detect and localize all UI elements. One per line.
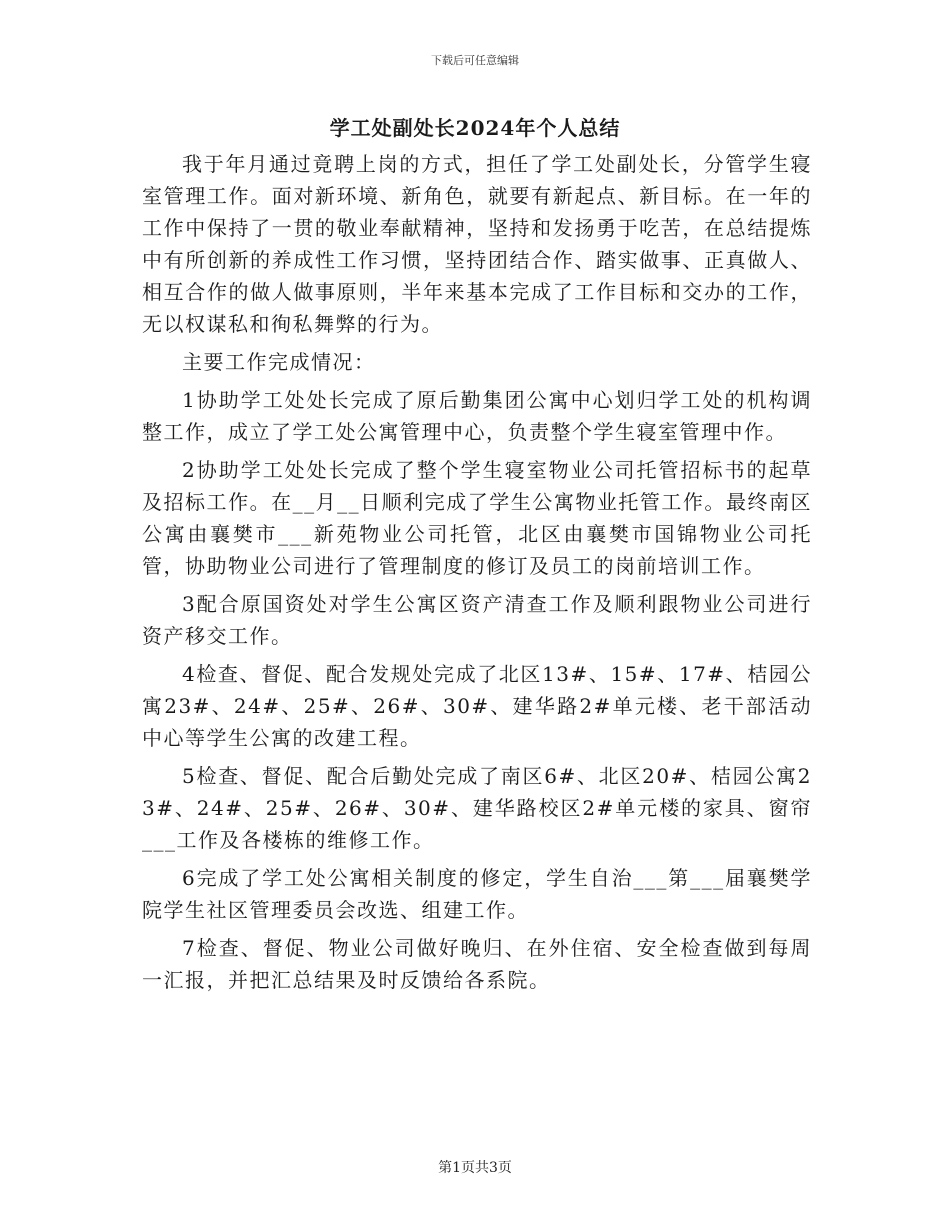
- paragraph-intro: 我于年月通过竟聘上岗的方式，担任了学工处副处长，分管学生寝室管理工作。面对新环境、新角色，就要有新起点、新目标。在一年的工作中保持了一贯的敬业奉献精神，坚持和发扬勇于吃苦，在总结提炼中有所创新的养成性工作习惯，坚持团结合作、踏实做事、正真做人、相互合作的做人做事原则，半年来基本完成了工作目标和交办的工作，无以权谋私和徇私舞弊的行为。: [142, 152, 812, 336]
- paragraph-item-6: 6完成了学工处公寓相关制度的修定，学生自治___第___届襄樊学院学生社区管理委员会改选、组建工作。: [142, 866, 812, 922]
- document-body: [142, 148, 812, 1002]
- paragraph-item-3: 3配合原国资处对学生公寓区资产清查工作及顺利跟物业公司进行资产移交工作。: [142, 592, 812, 648]
- paragraph-item-2: 2协助学工处处长完成了整个学生寝室物业公司托管招标书的起草及招标工作。在__月__日顺利完成了学生公寓物业托管工作。最终南区公寓由襄樊市___新苑物业公司托管，北区由襄樊市国锦物业公司托管，协助物业公司进行了管理制度的修订及员工的岗前培训工作。: [142, 458, 812, 578]
- document-title: 学工处副处长2024年个人总结: [329, 116, 621, 140]
- paragraph-section-heading: 主要工作完成情况：: [182, 350, 376, 374]
- paragraph-item-1: 1协助学工处处长完成了原后勤集团公寓中心划归学工处的机构调整工作，成立了学工处公寓管理中心，负责整个学生寝室管理中作。: [142, 388, 812, 444]
- paragraph-item-5: 5检查、督促、配合后勤处完成了南区6#、北区20#、桔园公寓23#、24#、25#、26#、30#、建华路校区2#单元楼的家具、窗帘___工作及各楼栋的维修工作。: [142, 764, 812, 852]
- paragraph-item-7: 7检查、督促、物业公司做好晚归、在外住宿、安全检查做到每周一汇报，并把汇总结果及时反馈给各系院。: [142, 936, 812, 992]
- page-header-note: 下载后可任意编辑: [431, 54, 519, 67]
- page-number: 第1页共3页: [438, 1160, 512, 1176]
- paragraph-item-4: 4检查、督促、配合发规处完成了北区13#、15#、17#、桔园公寓23#、24#、25#、26#、30#、建华路2#单元楼、老干部活动中心等学生公寓的改建工程。: [142, 662, 812, 750]
